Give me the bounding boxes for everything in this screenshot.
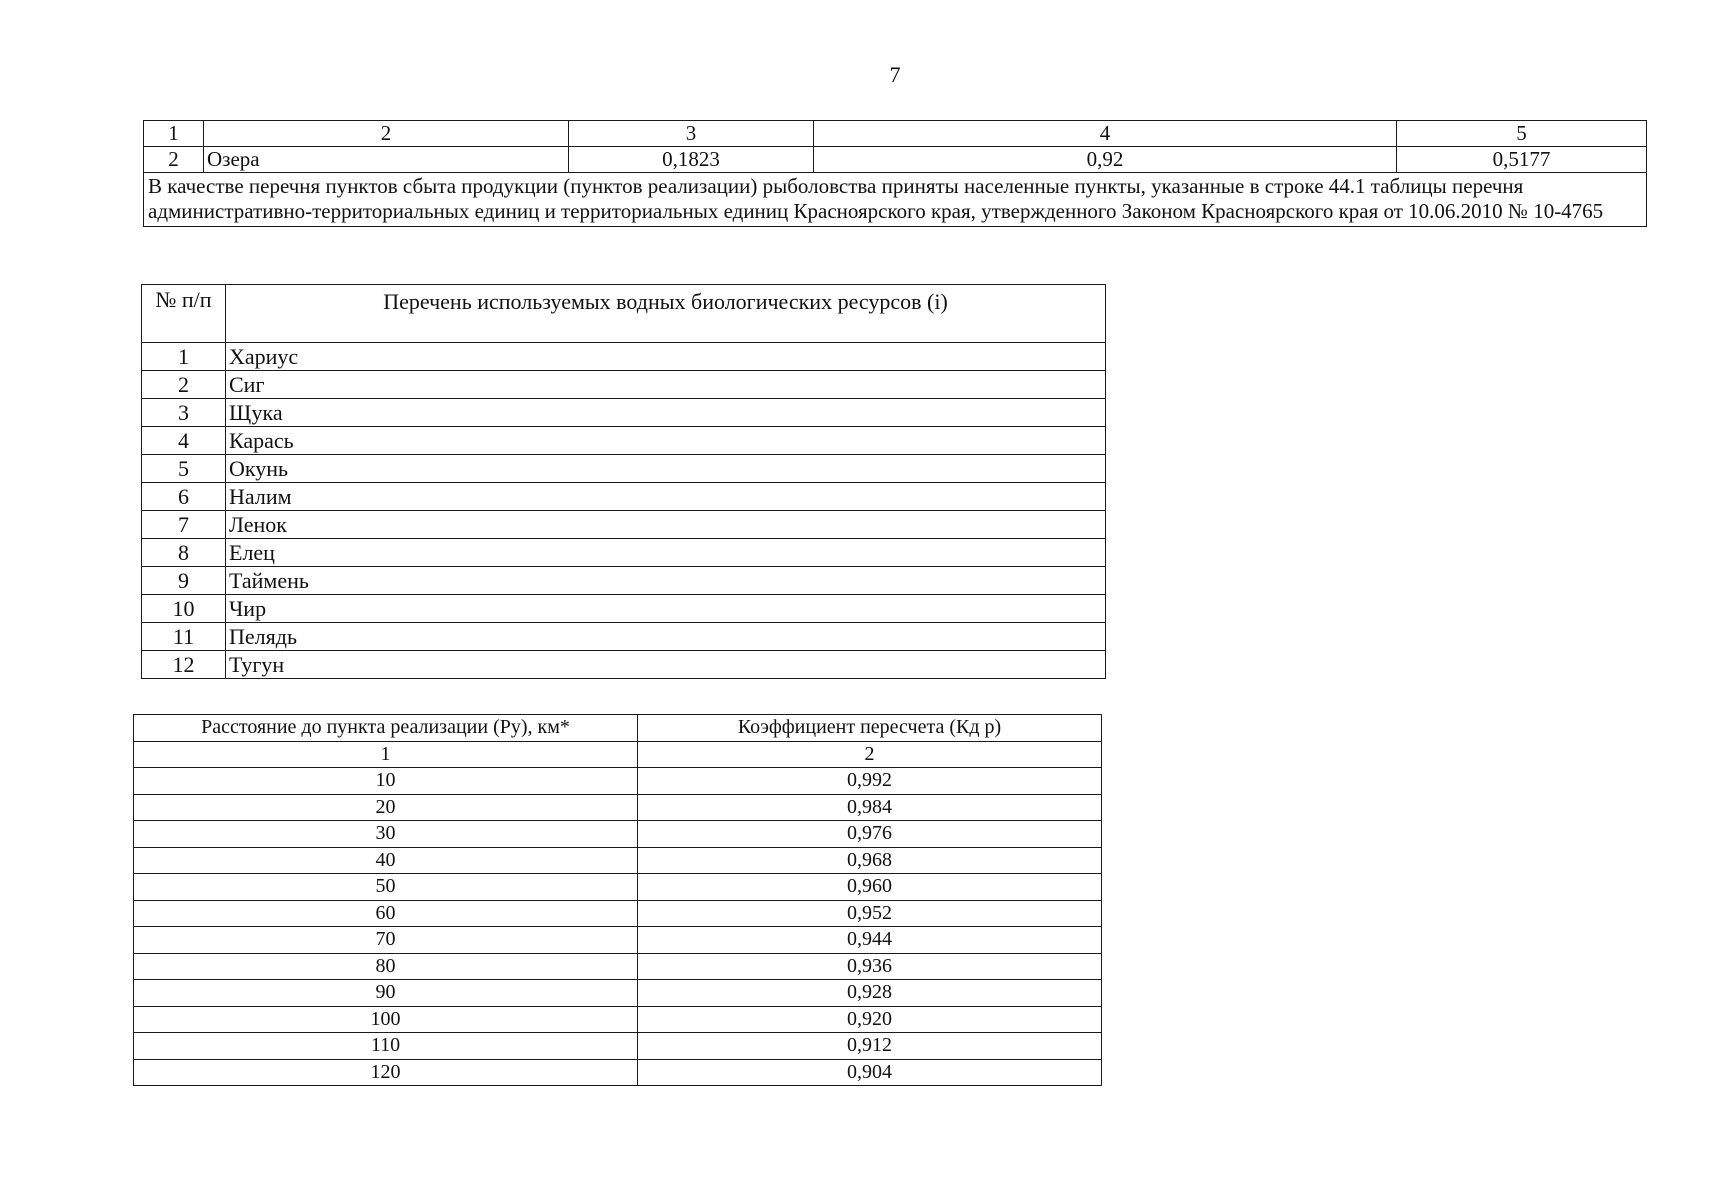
distance-cell: 120 xyxy=(134,1059,638,1086)
distance-cell: 110 xyxy=(134,1033,638,1060)
row-number: 10 xyxy=(142,595,226,623)
column-header-number: № п/п xyxy=(142,285,226,343)
value-cell: 0,5177 xyxy=(1397,147,1647,173)
coefficient-cell: 0,912 xyxy=(638,1033,1102,1060)
distance-cell: 10 xyxy=(134,768,638,795)
table-row xyxy=(144,147,1647,173)
table-row xyxy=(134,768,1102,795)
coefficient-cell: 0,928 xyxy=(638,980,1102,1007)
table-column-numbers-row xyxy=(134,741,1102,768)
bio-resources-table xyxy=(141,284,1106,679)
resource-name: Сиг xyxy=(226,371,1106,399)
value-cell: 0,1823 xyxy=(569,147,814,173)
resource-name: Щука xyxy=(226,399,1106,427)
resource-name: Ленок xyxy=(226,511,1106,539)
resource-name: Налим xyxy=(226,483,1106,511)
table-row xyxy=(134,980,1102,1007)
table-row xyxy=(142,399,1106,427)
table-column-numbers-row xyxy=(144,121,1647,147)
table-row xyxy=(134,794,1102,821)
table-row xyxy=(142,343,1106,371)
row-number: 6 xyxy=(142,483,226,511)
column-number: 3 xyxy=(569,121,814,147)
table-row xyxy=(134,927,1102,954)
table-row xyxy=(134,1033,1102,1060)
resource-name: Карась xyxy=(226,427,1106,455)
distance-cell: 60 xyxy=(134,900,638,927)
row-number: 1 xyxy=(142,343,226,371)
table-row xyxy=(142,567,1106,595)
table-row xyxy=(142,427,1106,455)
coefficient-cell: 0,960 xyxy=(638,874,1102,901)
column-header-title: Перечень используемых водных биологических ресурсов (i) xyxy=(226,285,1106,343)
resource-name: Елец xyxy=(226,539,1106,567)
column-number: 2 xyxy=(638,741,1102,768)
table-row xyxy=(142,511,1106,539)
distance-cell: 40 xyxy=(134,847,638,874)
distance-cell: 70 xyxy=(134,927,638,954)
row-number: 9 xyxy=(142,567,226,595)
table-row xyxy=(142,455,1106,483)
resource-name: Тугун xyxy=(226,651,1106,679)
resource-name: Хариус xyxy=(226,343,1106,371)
coefficient-cell: 0,968 xyxy=(638,847,1102,874)
coefficient-cell: 0,904 xyxy=(638,1059,1102,1086)
table-row xyxy=(142,595,1106,623)
table-header-row xyxy=(134,715,1102,742)
row-number: 2 xyxy=(144,147,204,173)
resource-name: Пелядь xyxy=(226,623,1106,651)
row-number: 5 xyxy=(142,455,226,483)
row-number: 11 xyxy=(142,623,226,651)
resource-name: Таймень xyxy=(226,567,1106,595)
sales-points-note: В качестве перечня пунктов сбыта продукции (пунктов реализации) рыболовства приняты населенные пункты, указанные в строке 44.1 таблицы перечня административно-территориальных единиц и территориальных единиц Красноярского края, утвержденного Законом Красноярского края от 10.06.2010 № 10-4765 xyxy=(144,173,1647,227)
coefficient-cell: 0,992 xyxy=(638,768,1102,795)
row-number: 4 xyxy=(142,427,226,455)
water-body-type: Озера xyxy=(204,147,569,173)
column-number: 5 xyxy=(1397,121,1647,147)
row-number: 7 xyxy=(142,511,226,539)
table-row xyxy=(134,1006,1102,1033)
table-row xyxy=(134,874,1102,901)
row-number: 8 xyxy=(142,539,226,567)
coefficient-cell: 0,944 xyxy=(638,927,1102,954)
table-row xyxy=(142,483,1106,511)
table-row xyxy=(134,900,1102,927)
table-row xyxy=(142,539,1106,567)
table-row xyxy=(142,651,1106,679)
coefficient-cell: 0,936 xyxy=(638,953,1102,980)
coefficient-cell: 0,984 xyxy=(638,794,1102,821)
row-number: 12 xyxy=(142,651,226,679)
note-row xyxy=(144,173,1647,227)
column-number: 2 xyxy=(204,121,569,147)
table-row xyxy=(134,1059,1102,1086)
resource-name: Окунь xyxy=(226,455,1106,483)
column-number: 4 xyxy=(814,121,1397,147)
table-row xyxy=(142,371,1106,399)
column-header-coefficient: Коэффициент пересчета (Кд р) xyxy=(638,715,1102,742)
column-header-distance: Расстояние до пункта реализации (Ру), км* xyxy=(134,715,638,742)
page-number: 7 xyxy=(889,62,901,87)
row-number: 3 xyxy=(142,399,226,427)
distance-cell: 20 xyxy=(134,794,638,821)
distance-cell: 50 xyxy=(134,874,638,901)
distance-cell: 90 xyxy=(134,980,638,1007)
region-coefficients-table xyxy=(143,120,1647,227)
table-header-row xyxy=(142,285,1106,343)
distance-cell: 100 xyxy=(134,1006,638,1033)
value-cell: 0,92 xyxy=(814,147,1397,173)
coefficient-cell: 0,976 xyxy=(638,821,1102,848)
table-row xyxy=(142,623,1106,651)
resource-name: Чир xyxy=(226,595,1106,623)
distance-coefficient-table xyxy=(133,714,1102,1086)
distance-cell: 30 xyxy=(134,821,638,848)
table-row xyxy=(134,821,1102,848)
distance-cell: 80 xyxy=(134,953,638,980)
coefficient-cell: 0,920 xyxy=(638,1006,1102,1033)
row-number: 2 xyxy=(142,371,226,399)
coefficient-cell: 0,952 xyxy=(638,900,1102,927)
column-number: 1 xyxy=(144,121,204,147)
table-row xyxy=(134,847,1102,874)
column-number: 1 xyxy=(134,741,638,768)
table-row xyxy=(134,953,1102,980)
